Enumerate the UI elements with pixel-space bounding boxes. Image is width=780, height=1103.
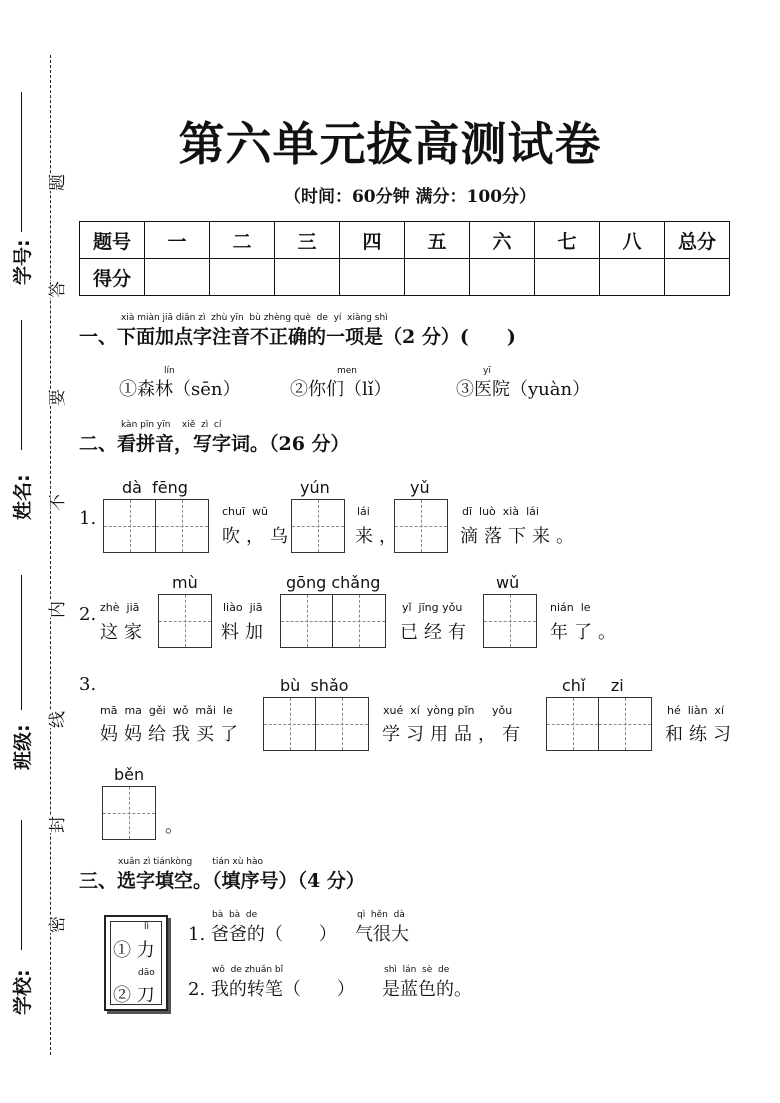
answer-box[interactable] [546, 697, 652, 751]
fill-item[interactable]: 2. 我的转笔（ ） [188, 979, 355, 1000]
score-input-cell[interactable] [470, 259, 535, 296]
choice-option[interactable]: ② 刀 [113, 985, 155, 1006]
seal-char: 密 [41, 916, 70, 933]
seal-char: 要 [41, 389, 70, 406]
seal-char: 封 [41, 816, 70, 833]
q1-option-pinyin: yī [483, 366, 491, 376]
text-segment: 来， [355, 526, 403, 547]
answer-box-pinyin: gōng chǎng [286, 573, 381, 592]
seal-char: 答 [41, 281, 70, 298]
q1-option-pinyin: lín [164, 366, 175, 376]
banji-label: 班级: [12, 724, 34, 770]
score-header-cell: 三 [275, 222, 340, 259]
q1-option[interactable]: ②你们（lǐ） [290, 379, 392, 400]
page-subtitle: （时间：60分钟 满分：100分） [283, 187, 537, 207]
score-header-cell: 七 [535, 222, 600, 259]
q3-heading: 三、选字填空。（填序号）（4 分） [79, 870, 365, 892]
text-segment: 学习用品，有 [382, 724, 526, 745]
answer-box-pinyin: bù shǎo [280, 676, 349, 695]
answer-box-pinyin: wǔ [496, 573, 520, 592]
score-table [79, 221, 730, 296]
text-pinyin: lái [357, 505, 370, 518]
text-segment: 年了。 [550, 622, 622, 643]
answer-box[interactable] [280, 594, 386, 648]
answer-box-pinyin: dà fēng [122, 478, 188, 497]
answer-box[interactable] [102, 786, 156, 840]
choice-pinyin: lì [144, 922, 150, 932]
xuehao-label: 学号: [12, 239, 34, 285]
score-header-cell: 二 [210, 222, 275, 259]
answer-box[interactable] [291, 499, 345, 553]
score-input-cell[interactable] [535, 259, 600, 296]
text-segment: 这家 [100, 622, 148, 643]
text-segment: 妈妈给我买了 [100, 724, 244, 745]
score-value-row [80, 259, 730, 296]
answer-box-pinyin: yǔ [410, 478, 430, 497]
item-pinyin: wǒ de zhuǎn bǐ [212, 965, 284, 975]
text-pinyin: nián le [550, 601, 591, 614]
q1-option-pinyin: men [337, 366, 358, 376]
text-segment: 料加 [221, 622, 269, 643]
seal-char: 线 [41, 711, 70, 728]
text-pinyin: chuī wū [222, 505, 269, 518]
choice-pinyin: dāo [138, 968, 155, 978]
xuexiao-underline [21, 820, 22, 950]
score-input-cell[interactable] [145, 259, 210, 296]
text-segment: 吹，乌 [222, 526, 294, 547]
answer-box-pinyin: běn [114, 765, 145, 784]
xingming-label: 姓名: [12, 474, 34, 520]
q1-option[interactable]: ①森林（sēn） [119, 379, 241, 400]
text-pinyin: mā ma gěi wǒ mǎi le [100, 704, 233, 717]
seal-char: 内 [41, 601, 70, 618]
q3-heading-pinyin: xuǎn zì tiánkòng tián xù hào [118, 857, 264, 867]
seal-char: 题 [41, 174, 70, 191]
fill-item[interactable]: 1. 爸爸的（ ） [188, 924, 337, 945]
item-pinyin: shì lán sè de [384, 965, 450, 975]
choice-option[interactable]: ① 力 [113, 940, 155, 961]
item-pinyin: qì hěn dà [357, 910, 405, 920]
text-pinyin: dī luò xià lái [462, 505, 539, 518]
score-header-row [80, 222, 730, 259]
text-pinyin: hé liàn xí [667, 704, 725, 717]
text-segment: 和练习 [665, 724, 737, 745]
text-pinyin: liào jiā [223, 601, 263, 614]
score-header-cell: 五 [405, 222, 470, 259]
text-pinyin: xué xí yòng pǐn yǒu [383, 704, 513, 717]
score-header-cell: 六 [470, 222, 535, 259]
item-text: 是蓝色的。 [382, 979, 472, 1000]
answer-box-pinyin: mù [172, 573, 198, 592]
seal-char: 不 [41, 494, 70, 511]
score-header-cell: 题号 [80, 222, 145, 259]
score-input-cell[interactable] [210, 259, 275, 296]
item-text: 气很大 [355, 924, 409, 945]
xuexiao-label: 学校: [12, 969, 34, 1015]
answer-box[interactable] [263, 697, 369, 751]
score-input-cell[interactable] [600, 259, 665, 296]
q2-item-number: 3. [79, 674, 97, 695]
text-segment: 滴落下来。 [460, 526, 580, 547]
score-input-cell[interactable] [405, 259, 470, 296]
q1-heading-pinyin: xià miàn jiā diǎn zì zhù yīn bù zhèng què de yí xiàng shì [121, 313, 388, 323]
banji-underline [21, 575, 22, 710]
q2-heading-pinyin: kàn pīn yīn xiě zì cí [121, 420, 222, 430]
score-input-cell[interactable] [340, 259, 405, 296]
item-pinyin: bà bà de [212, 910, 258, 920]
score-input-cell[interactable] [275, 259, 340, 296]
answer-box-pinyin: yún [300, 478, 330, 497]
score-header-cell: 总分 [665, 222, 730, 259]
text-pinyin: yǐ jīng yǒu [402, 601, 463, 614]
answer-box[interactable] [394, 499, 448, 553]
score-header-cell: 一 [145, 222, 210, 259]
answer-box[interactable] [103, 499, 209, 553]
text-pinyin: zhè jiā [100, 601, 140, 614]
xingming-underline [21, 320, 22, 450]
score-header-cell: 四 [340, 222, 405, 259]
q2-item-number: 2. [79, 604, 97, 625]
score-row-label: 得分 [80, 259, 145, 296]
q1-heading: 一、下面加点字注音不正确的一项是（2 分）( ) [79, 326, 516, 348]
q1-option[interactable]: ③医院（yuàn） [456, 379, 591, 400]
score-input-cell[interactable] [665, 259, 730, 296]
text-segment: 已经有 [400, 622, 472, 643]
answer-box[interactable] [158, 594, 212, 648]
answer-box[interactable] [483, 594, 537, 648]
score-header-cell: 八 [600, 222, 665, 259]
q2-item-number: 1. [79, 508, 97, 529]
q2-heading: 二、看拼音，写字词。（26 分） [79, 433, 350, 455]
text-segment: 。 [165, 816, 183, 837]
page-title: 第六单元拔高测试卷 [178, 117, 602, 171]
answer-box-pinyin: chǐ zi [562, 676, 624, 695]
